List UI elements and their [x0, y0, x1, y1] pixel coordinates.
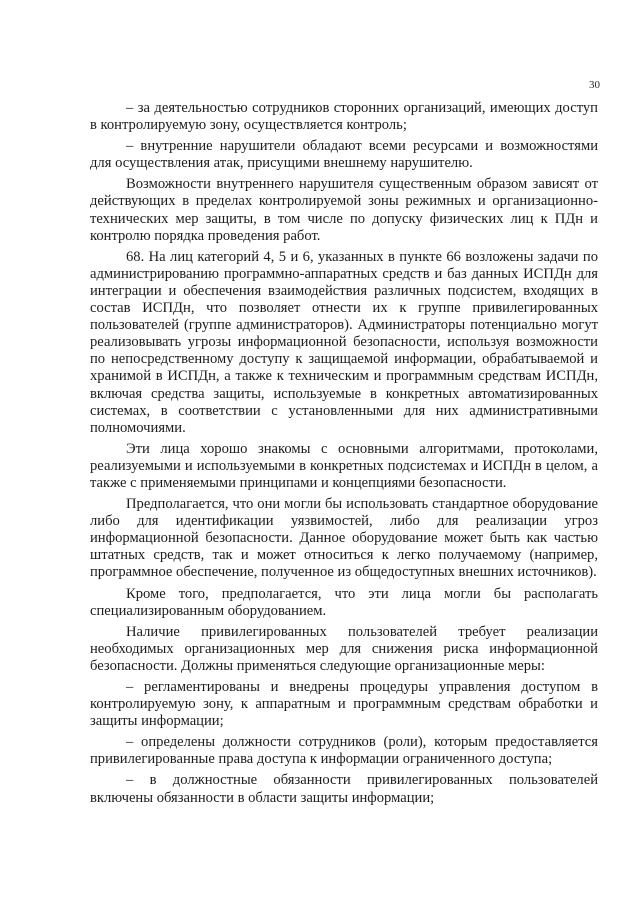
page-number: 30 [589, 79, 600, 91]
paragraph-dash-item: – внутренние нарушители обладают всеми ресурсами и возможностями для осуществления атак, присущими внешнему нарушителю. [90, 138, 598, 172]
paragraph: Кроме того, предполагается, что эти лица могли бы располагать специализированным оборудованием. [90, 585, 598, 619]
paragraph-dash-item: – регламентированы и внедрены процедуры управления доступом в контролируемую зону, к аппаратным и программным средствам обработки и защиты информации; [90, 679, 598, 730]
paragraph-dash-item: – определены должности сотрудников (роли), которым предоставляется привилегированные права доступа к информации ограниченного доступа; [90, 734, 598, 768]
paragraph: Наличие привилегированных пользователей требует реализации необходимых организационных мер для снижения риска информационной безопасности. Должны применяться следующие организационные меры: [90, 623, 598, 674]
paragraph: Эти лица хорошо знакомы с основными алгоритмами, протоколами, реализуемыми и используемыми в конкретных подсистемах и ИСПДн в целом, а также с применяемыми принципами и концепциями безопасности. [90, 440, 598, 491]
paragraph-dash-item: – в должностные обязанности привилегированных пользователей включены обязанности в области защиты информации; [90, 772, 598, 806]
document-body [90, 100, 598, 811]
paragraph-dash-item: – за деятельностью сотрудников сторонних организаций, имеющих доступ в контролируемую зону, осуществляется контроль; [90, 100, 598, 134]
paragraph: Возможности внутреннего нарушителя существенным образом зависят от действующих в пределах контролируемой зоны режимных и организационно-технических мер защиты, в том числе по допуску физических лиц к ПДн и контролю порядка проведения работ. [90, 176, 598, 244]
paragraph: Предполагается, что они могли бы использовать стандартное оборудование либо для идентификации уязвимостей, либо для реализации угроз информационной безопасности. Данное оборудование может быть как частью штатных средств, так и может относиться к легко получаемому (например, программное обеспечение, полученное из общедоступных внешних источников). [90, 496, 598, 581]
paragraph-numbered-68: 68. На лиц категорий 4, 5 и 6, указанных в пункте 66 возложены задачи по администрированию программно-аппаратных средств и баз данных ИСПДн для интеграции и обеспечения взаимодействия различных подсистем, входящих в состав ИСПДн, что позволяет отнести их к группе привилегированных пользователей (группе администраторов). Администраторы потенциально могут реализовывать угрозы информационной безопасности, используя возможности по непосредственному доступу к защищаемой информации, обрабатываемой и хранимой в ИСПДн, а также к техническим и программным средствам ИСПДн, включая средства защиты, используемые в конкретных автоматизированных системах, в соответствии с установленными для них административными полномочиями. [90, 248, 598, 436]
